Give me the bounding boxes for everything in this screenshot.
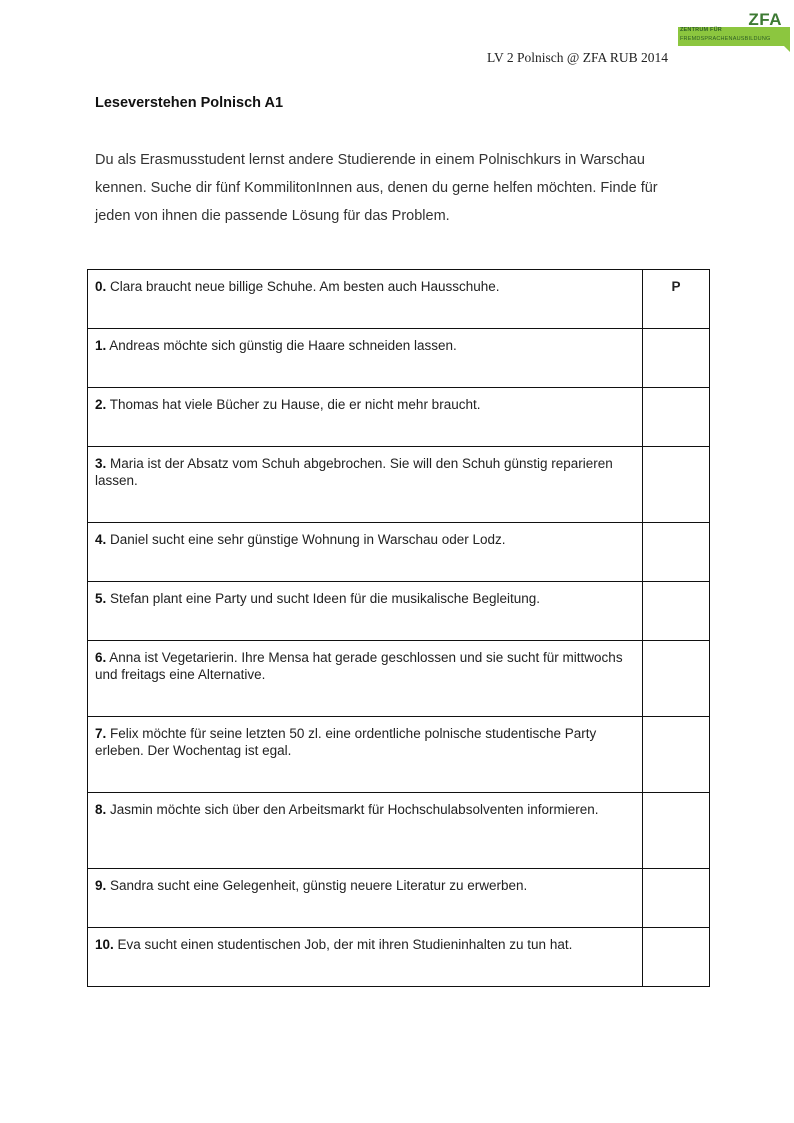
- task-text-cell: [88, 717, 643, 793]
- task-text-cell: [88, 388, 643, 447]
- answer-cell[interactable]: [643, 329, 710, 388]
- answer-cell[interactable]: [643, 582, 710, 641]
- table-row: [88, 869, 710, 928]
- zfa-logo: [678, 10, 790, 54]
- task-text-cell: [88, 270, 643, 329]
- task-text-cell: [88, 869, 643, 928]
- task-text-cell: [88, 928, 643, 987]
- table-row: [88, 717, 710, 793]
- task-number: 6.: [95, 650, 107, 665]
- logo-line-2: FREMDSPRACHENAUSBILDUNG: [680, 36, 771, 42]
- answer-cell[interactable]: [643, 717, 710, 793]
- intro-paragraph: Du als Erasmusstudent lernst andere Studierende in einem Polnischkurs in Warschau kennen. Suche dir fünf KommilitonInnen aus, denen du gerne helfen möchten. Finde für jeden von ihnen die passende Lösung für das Problem.: [95, 152, 658, 224]
- task-text-cell: [88, 793, 643, 869]
- table-row: [88, 447, 710, 523]
- table-row: [88, 329, 710, 388]
- table-row: [88, 523, 710, 582]
- logo-tail: [782, 44, 790, 52]
- task-text: Thomas hat viele Bücher zu Hause, die er nicht mehr braucht.: [109, 397, 481, 412]
- table-row: [88, 793, 710, 869]
- answer-cell[interactable]: [643, 523, 710, 582]
- answer-cell[interactable]: [643, 869, 710, 928]
- table-row: [88, 928, 710, 987]
- task-number: 4.: [95, 532, 107, 547]
- task-table: [87, 269, 710, 987]
- task-text: Daniel sucht eine sehr günstige Wohnung in Warschau oder Lodz.: [110, 532, 506, 547]
- task-text: Eva sucht einen studentischen Job, der mit ihren Studieninhalten zu tun hat.: [117, 937, 573, 952]
- logo-name: ZFA: [748, 10, 782, 29]
- page-title: Leseverstehen Polnisch A1: [95, 95, 284, 111]
- task-number: 7.: [95, 726, 107, 741]
- table-row: [88, 270, 710, 329]
- task-text-cell: [88, 329, 643, 388]
- task-text: Stefan plant eine Party und sucht Ideen für die musikalische Begleitung.: [110, 591, 541, 606]
- logo-line-1: ZENTRUM FÜR: [680, 27, 722, 33]
- task-number: 10.: [95, 937, 114, 952]
- task-text-cell: [88, 641, 643, 717]
- task-text-cell: [88, 523, 643, 582]
- page-header: LV 2 Polnisch @ ZFA RUB 2014: [487, 50, 668, 65]
- task-text-cell: [88, 582, 643, 641]
- task-number: 2.: [95, 397, 107, 412]
- task-text: Andreas möchte sich günstig die Haare schneiden lassen.: [109, 338, 457, 353]
- task-number: 8.: [95, 802, 107, 817]
- task-number: 9.: [95, 878, 107, 893]
- task-text-cell: [88, 447, 643, 523]
- task-text: Maria ist der Absatz vom Schuh abgebrochen. Sie will den Schuh günstig reparieren lassen.: [95, 456, 613, 488]
- task-text: Clara braucht neue billige Schuhe. Am besten auch Hausschuhe.: [110, 279, 500, 294]
- task-text: Anna ist Vegetarierin. Ihre Mensa hat gerade geschlossen und sie sucht für mittwochs und freitags eine Alternative.: [95, 650, 623, 682]
- task-number: 0.: [95, 279, 107, 294]
- answer-cell[interactable]: [643, 388, 710, 447]
- task-text: Sandra sucht eine Gelegenheit, günstig neuere Literatur zu erwerben.: [110, 878, 528, 893]
- table-row: [88, 582, 710, 641]
- task-number: 5.: [95, 591, 107, 606]
- task-text: Felix möchte für seine letzten 50 zl. eine ordentliche polnische studentische Party erleben. Der Wochentag ist egal.: [95, 726, 597, 758]
- answer-cell[interactable]: [643, 447, 710, 523]
- task-text: Jasmin möchte sich über den Arbeitsmarkt für Hochschulabsolventen informieren.: [110, 802, 599, 817]
- answer-cell[interactable]: [643, 641, 710, 717]
- answer-cell[interactable]: P: [643, 270, 710, 329]
- task-number: 3.: [95, 456, 107, 471]
- task-number: 1.: [95, 338, 107, 353]
- answer-cell[interactable]: [643, 793, 710, 869]
- table-row: [88, 388, 710, 447]
- table-row: [88, 641, 710, 717]
- answer-cell[interactable]: [643, 928, 710, 987]
